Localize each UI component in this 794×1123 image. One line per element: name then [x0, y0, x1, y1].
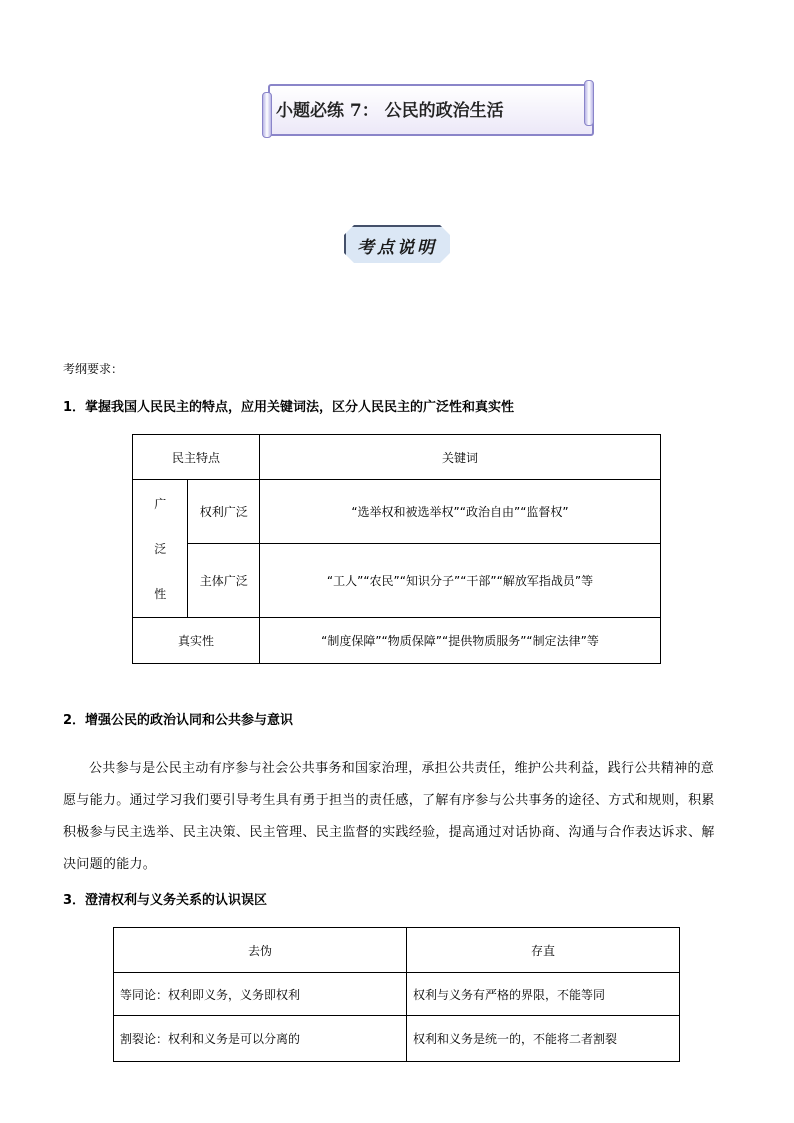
section-badge-label: 考点说明	[357, 238, 437, 258]
democracy-table-header-keywords: 关键词	[260, 435, 661, 480]
democracy-table-header-feature: 民主特点	[133, 435, 260, 480]
section1-heading: 1．掌握我国人民民主的特点，应用关键词法，区分人民民主的广泛性和真实性	[63, 400, 515, 415]
group-char-3: 性	[154, 587, 167, 601]
rights-duties-table	[113, 927, 680, 1062]
rights-table-row1-left: 等同论：权利即义务，义务即权利	[114, 973, 407, 1016]
group-char-2: 泛	[154, 542, 167, 556]
rights-table-row2-left: 割裂论：权利和义务是可以分离的	[114, 1016, 407, 1062]
page-title: 小题必练 7： 公民的政治生活	[276, 101, 504, 121]
democracy-table	[132, 434, 661, 664]
democracy-table-row3-value: “制度保障”“物质保障”“提供物质服务”“制定法律”等	[260, 618, 661, 664]
rights-table-row1-right: 权利与义务有严格的界限，不能等同	[407, 973, 680, 1016]
group-char-1: 广	[154, 497, 167, 511]
democracy-table-row1-label: 权利广泛	[188, 480, 260, 544]
section3-heading: 3．澄清权利与义务关系的认识误区	[63, 893, 268, 908]
rights-table-header-false: 去伪	[114, 928, 407, 973]
democracy-table-row1-value: “选举权和被选举权”“政治自由”“监督权”	[260, 480, 661, 544]
democracy-table-row2-value: “工人”“农民”“知识分子”“干部”“解放军指战员”等	[260, 543, 661, 617]
intro-label: 考纲要求：	[63, 362, 124, 376]
scroll-roll-right	[584, 80, 594, 126]
section2-paragraph: 公共参与是公民主动有序参与社会公共事务和国家治理，承担公共责任，维护公共利益，践行公共精神的意愿与能力。通过学习我们要引导考生具有勇于担当的责任感，了解有序参与公共事务的途径、方式和规则，积累积极参与民主选举、民主决策、民主管理、民主监督的实践经验，提高通过对话协商、沟通与合作表达诉求、解决问题的能力。	[63, 761, 715, 872]
democracy-table-row2-label: 主体广泛	[188, 543, 260, 617]
rights-table-header-true: 存直	[407, 928, 680, 973]
democracy-table-group-cell	[133, 480, 188, 618]
rights-table-row2-right: 权利和义务是统一的，不能将二者割裂	[407, 1016, 680, 1062]
democracy-table-row3-label: 真实性	[133, 618, 260, 664]
scroll-roll-left	[262, 92, 272, 138]
section2-heading: 2．增强公民的政治认同和公共参与意识	[63, 713, 294, 728]
